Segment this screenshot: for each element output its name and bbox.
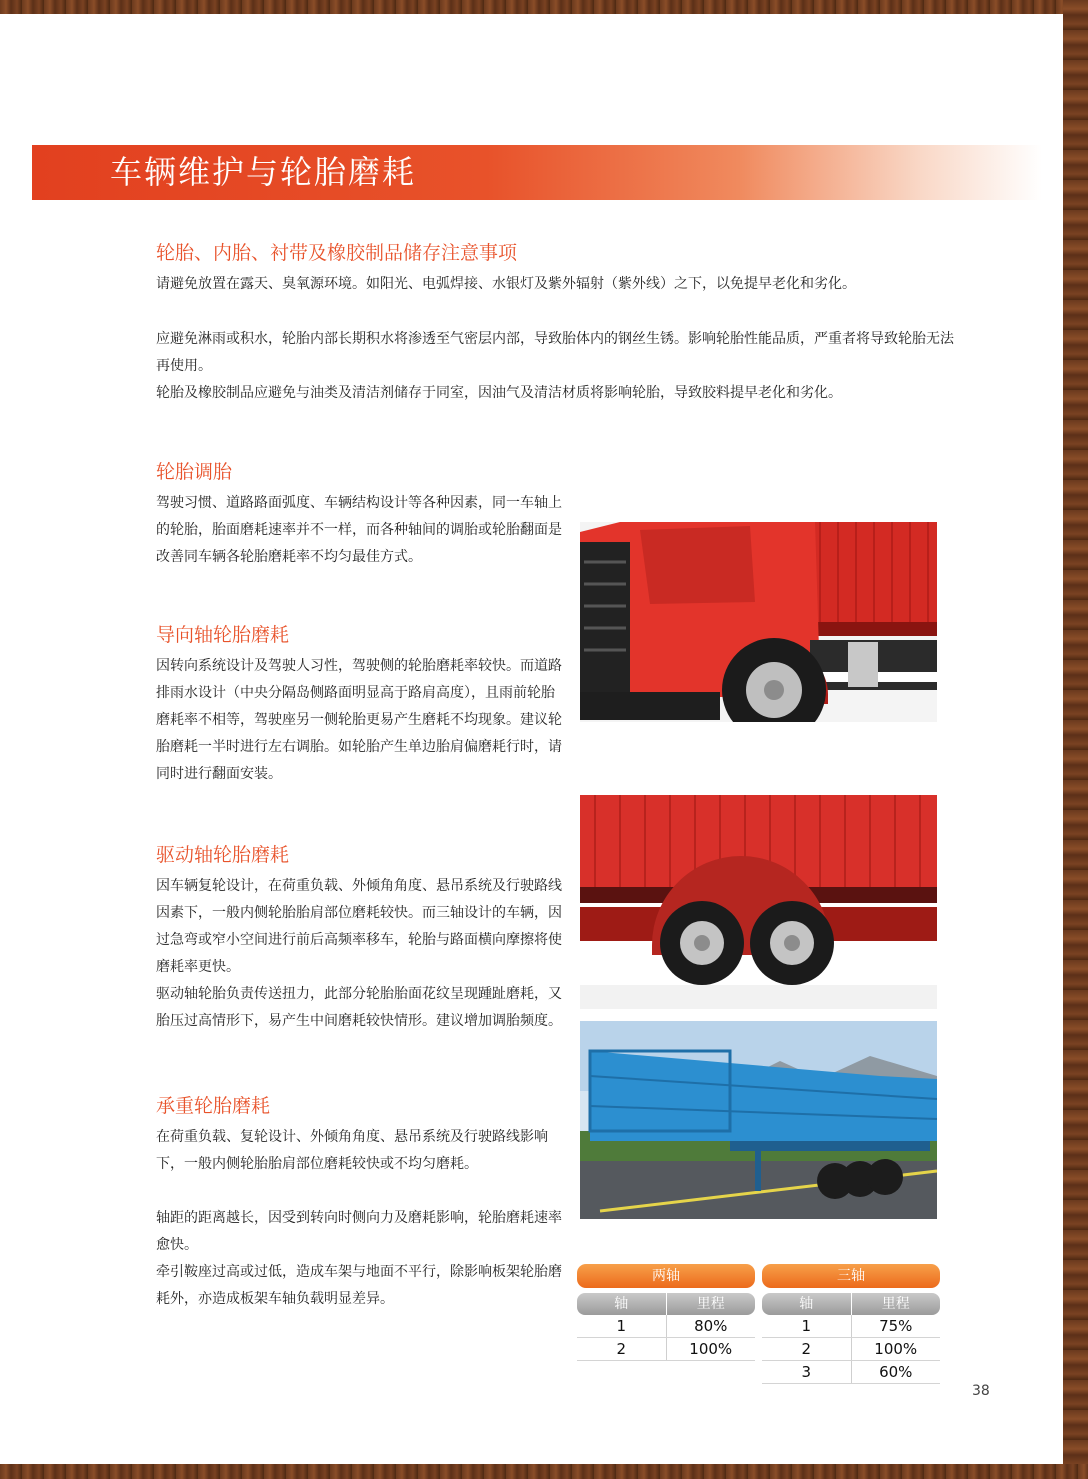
page-number: 38 [972,1383,990,1399]
document-page [0,14,1063,1464]
storage-paragraph-3: 轮胎及橡胶制品应避免与油类及清洁剂储存于同室，因油气及清洁材质将影响轮胎，导致胶料提早老化和劣化。 [156,385,842,401]
wood-frame-bottom [0,1464,1088,1479]
two-axle-table [577,1264,755,1361]
load-heading: 承重轮胎磨耗 [156,1095,271,1117]
drive-heading: 驱动轴轮胎磨耗 [156,844,290,866]
drive-paragraph-1: 因车辆复轮设计，在荷重负载、外倾角角度、悬吊系统及行驶路线因素下，一般内侧轮胎胎肩部位磨耗较快。而三轴设计的车辆，因过急弯或窄小空间进行前后高频率移车，轮胎与路面横向摩擦将使磨耗率更快。 [156,878,562,975]
storage-heading: 轮胎、内胎、衬带及橡胶制品储存注意事项 [156,242,518,264]
load-paragraph-3: 牵引鞍座过高或过低，造成车架与地面不平行，除影响板架轮胎磨耗外，亦造成板架车轴负载明显差异。 [156,1264,562,1307]
storage-paragraph-1: 请避免放置在露天、臭氧源环境。如阳光、电弧焊接、水银灯及紫外辐射（紫外线）之下，以免提早老化和劣化。 [156,276,856,292]
trailer-dual-axle-photo [580,795,937,1009]
storage-paragraph-2: 应避免淋雨或积水，轮胎内部长期积水将渗透至气密层内部，导致胎体内的钢丝生锈。影响轮胎性能品质，严重者将导致轮胎无法再使用。 [156,331,954,374]
two-axle-table-header [577,1293,755,1315]
table-row [762,1315,940,1338]
title-banner [32,145,1042,200]
column-header-mileage: 里程 [666,1293,756,1315]
column-header-mileage: 里程 [851,1293,941,1315]
two-axle-table-title: 两轴 [577,1264,755,1288]
cell-axle: 2 [801,1340,812,1358]
table-row [762,1338,940,1361]
load-paragraph-2: 轴距的距离越长，因受到转向时侧向力及磨耗影响，轮胎磨耗速率愈快。 [156,1210,562,1253]
table-row [762,1361,940,1384]
three-axle-table [762,1264,940,1384]
three-axle-table-title: 三轴 [762,1264,940,1288]
wood-frame-top [0,0,1088,14]
red-truck-cab-photo [580,522,937,784]
cell-axle: 3 [801,1363,812,1381]
table-row [577,1338,755,1361]
column-header-axle: 轴 [614,1296,629,1312]
cell-mileage: 100% [851,1338,941,1360]
steer-heading: 导向轴轮胎磨耗 [156,624,290,646]
cell-mileage: 60% [851,1361,941,1383]
cell-mileage: 100% [666,1338,756,1360]
three-axle-table-header [762,1293,940,1315]
cell-mileage: 80% [666,1315,756,1337]
table-row [577,1315,755,1338]
cell-axle: 1 [801,1317,812,1335]
cell-axle: 1 [616,1317,627,1335]
load-paragraph-1: 在荷重负载、复轮设计、外倾角角度、悬吊系统及行驶路线影响下，一般内侧轮胎胎肩部位磨耗较快或不均匀磨耗。 [156,1129,548,1172]
page-title: 车辆维护与轮胎磨耗 [110,153,417,191]
rotation-heading: 轮胎调胎 [156,461,233,483]
rotation-paragraph: 驾驶习惯、道路路面弧度、车辆结构设计等各种因素，同一车轴上的轮胎，胎面磨耗速率并不一样，而各种轴间的调胎或轮胎翻面是改善同车辆各轮胎磨耗率不均匀最佳方式。 [156,495,562,565]
drive-paragraph-2: 驱动轴轮胎负责传送扭力，此部分轮胎胎面花纹呈现踵趾磨耗，又胎压过高情形下，易产生中间磨耗较快情形。建议增加调胎频度。 [156,986,562,1029]
cell-axle: 2 [616,1340,627,1358]
blue-trailer-photo [580,1021,937,1219]
wood-frame-right [1063,0,1088,1479]
cell-mileage: 75% [851,1315,941,1337]
steer-paragraph: 因转向系统设计及驾驶人习性，驾驶侧的轮胎磨耗率较快。而道路排雨水设计（中央分隔岛侧路面明显高于路肩高度），且雨前轮胎磨耗率不相等，驾驶座另一侧轮胎更易产生磨耗不均现象。建议轮胎磨耗一半时进行左右调胎。如轮胎产生单边胎肩偏磨耗行时，请同时进行翻面安装。 [156,658,562,782]
column-header-axle: 轴 [799,1296,814,1312]
